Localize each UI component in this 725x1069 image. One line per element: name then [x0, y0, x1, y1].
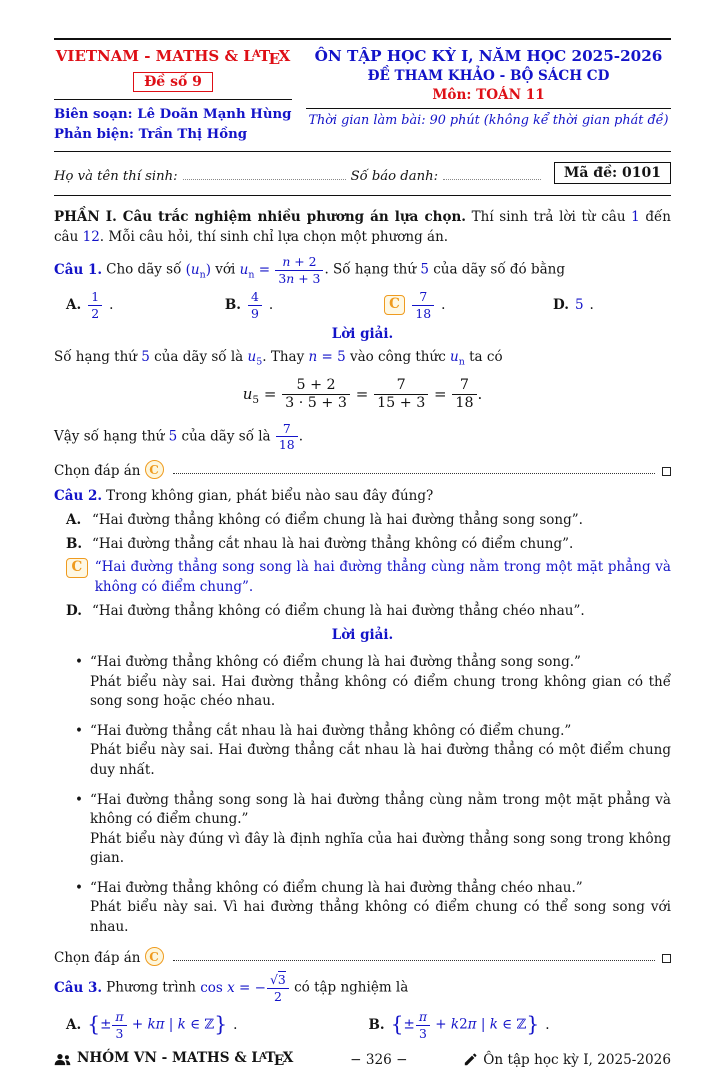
student-info-row	[54, 152, 671, 195]
solution-heading: Lời giải.	[331, 325, 394, 342]
option-b: B. {± $\frac{\pi}{3}$ + k2π | k ∈ ℤ} .	[368, 1009, 550, 1041]
q1-solution-text: Số hạng thứ 5 của dãy số là $u_5$. Thay n = 5 vào công thức $u_n$ ta có	[54, 348, 503, 368]
solution-heading: Lời giải.	[331, 627, 394, 644]
question-2-label: Câu 2.	[54, 488, 103, 505]
de-so-badge: Đề số 9	[133, 72, 213, 92]
option-a: A. {± $\frac{\pi}{3}$ + kπ | k ∈ ℤ} .	[66, 1009, 238, 1041]
fraction: $\frac{√3}{2}$	[267, 973, 289, 1003]
brand-name: VIETNAM - MATHS &	[55, 47, 244, 65]
fraction: $\frac{5 + 2}{3 \cdot 5 + 3}$	[282, 378, 350, 412]
question-1-label: Câu 1.	[54, 261, 103, 278]
header-left-divider	[54, 99, 292, 100]
footer-group-name	[54, 1050, 293, 1069]
option-a: A. $\frac{1}{2}$ .	[66, 289, 114, 321]
q1-conclusion: Vậy số hạng thứ 5 của dãy số là $\frac{7}{18}$ .	[54, 420, 303, 452]
part1-heading: PHẦN I. Câu trắc nghiệm nhiều phương án lựa chọn. Thí sinh trả lời từ câu 1 đến câu 12. Mỗi câu hỏi, thí sinh chỉ lựa chọn một phương án.	[54, 209, 671, 245]
math-un-sequence: $(u_n)$	[185, 261, 211, 281]
fraction: $\frac{\pi}{3}$	[112, 1010, 126, 1040]
math-solution-set: {± $\frac{\pi}{3}$ + k2π | k ∈ ℤ}	[390, 1009, 540, 1041]
qed-square	[662, 467, 671, 476]
header-right	[306, 47, 671, 145]
qed-square	[662, 954, 671, 963]
math-solution-set: {± $\frac{\pi}{3}$ + kπ | k ∈ ℤ}	[87, 1009, 228, 1041]
list-item: • “Hai đường thẳng cắt nhau là hai đường thẳng không có điểm chung.” Phát biểu này sai. Hai đường thẳng cắt nhau là hai đường thẳng có một điểm chung duy nhất.	[54, 722, 671, 781]
question-3-options	[54, 1010, 671, 1040]
people-icon	[54, 1053, 71, 1066]
footer-doc-label: Ôn tập học kỳ I, 2025-2026	[483, 1051, 671, 1068]
time-note: Thời gian làm bài: 90 phút (không kể thời gian phát đề)	[308, 113, 669, 128]
display-equation: $u_5$ = $\frac{5 + 2}{3 \cdot 5 + 3}$ = $\frac{7}{15 + 3}$ = $\frac{7}{18}$ .	[242, 376, 483, 412]
header-left	[54, 47, 292, 145]
option-a: A. “Hai đường thẳng không có điểm chung là hai đường thẳng song song”.	[66, 512, 583, 529]
question-2: Câu 2. Trong không gian, phát biểu nào sau đây đúng?	[54, 488, 434, 505]
footer	[54, 1042, 671, 1069]
math-cos-equation: cos x = − $\frac{√3}{2}$	[200, 980, 290, 996]
ma-de-box: Mã đề: 0101	[554, 162, 671, 184]
pencil-icon	[464, 1053, 477, 1066]
option-b: B. “Hai đường thẳng cắt nhau là hai đường thẳng không có điểm chung”.	[66, 535, 574, 552]
sbd-label: Số báo danh:	[350, 169, 439, 185]
exam-content	[54, 196, 671, 1042]
fraction: $\frac{n + 2}{3n + 3}$	[275, 255, 323, 285]
option-b: B. $\frac{4}{9}$ .	[224, 289, 274, 321]
dotted-leader	[183, 179, 346, 180]
footer-doc-title	[464, 1052, 671, 1068]
chosen-answer-badge: C	[145, 947, 164, 966]
math-un-formula: $u_n$ = $\frac{n + 2}{3n + 3}$	[240, 262, 325, 278]
latex-logo: $L^ATEX$	[243, 47, 291, 69]
math-u5: $u_5$	[247, 348, 263, 368]
dotted-leader	[173, 473, 655, 474]
list-item: • “Hai đường thẳng không có điểm chung là hai đường thẳng song song.” Phát biểu này sai. Hai đường thẳng không có điểm chung trong không gian có thể song song hoặc chéo nhau.	[54, 653, 671, 712]
name-label: Họ và tên thí sinh:	[54, 169, 178, 185]
question-1-options	[54, 290, 671, 320]
dotted-leader	[173, 960, 655, 961]
fraction: $\frac{4}{9}$	[248, 290, 262, 320]
exam-subject: Môn: TOÁN 11	[432, 87, 545, 103]
correct-answer-box: C	[66, 558, 88, 578]
q2-answer-line: Chọn đáp án C	[54, 947, 671, 966]
chosen-answer-badge: C	[145, 460, 164, 479]
list-item: • “Hai đường thẳng song song là hai đường thẳng cùng nằm trong một mặt phẳng và không có điểm chung.” Phát biểu này đúng vì đây là định nghĩa của hai đường thẳng song song trong không gian.	[54, 791, 671, 869]
question-3-label: Câu 3.	[54, 979, 103, 996]
fraction: $\frac{7}{18}$	[412, 290, 434, 320]
question-3: Câu 3. Phương trình cos x = − $\frac{√3}{2}$ có tập nghiệm là	[54, 972, 409, 1004]
option-d: D. 5 .	[553, 297, 594, 314]
latex-logo: $L^ATEX$	[251, 1050, 294, 1069]
math-n-equals-5: n = 5	[308, 348, 346, 365]
list-item: • “Hai đường thẳng không có điểm chung là hai đường thẳng chéo nhau.” Phát biểu này sai. Vì hai đường thẳng không có điểm chung có thể song song với nhau.	[54, 879, 671, 938]
correct-answer-box: C	[384, 295, 406, 315]
exam-subtitle: ĐỀ THAM KHẢO - BỘ SÁCH CD	[367, 68, 610, 84]
q2-solution-bullets	[54, 653, 671, 937]
exam-title: ÔN TẬP HỌC KỲ I, NĂM HỌC 2025-2026	[314, 47, 663, 65]
fraction: $\frac{7}{18}$	[276, 422, 298, 452]
dotted-leader	[443, 179, 541, 180]
fraction: $\frac{\pi}{3}$	[416, 1010, 430, 1040]
bien-soan: Biên soạn: Lê Doãn Mạnh Hùng	[54, 107, 292, 123]
brand	[56, 47, 290, 68]
option-c-correct: C $\frac{7}{18}$ .	[384, 290, 553, 320]
option-c-correct: C “Hai đường thẳng song song là hai đường thẳng cùng nằm trong một mặt phẳng và không có điểm chung”.	[54, 558, 671, 597]
math-un: $u_n$	[450, 348, 465, 368]
page-number: − 326 −	[350, 1051, 408, 1068]
question-1: Câu 1. Cho dãy số $(u_n)$ với $u_n$ = $\frac{n + 2}{3n + 3}$ . Số hạng thứ 5 của dãy số đó bằng	[54, 254, 565, 286]
fraction: $\frac{1}{2}$	[88, 290, 102, 320]
fraction: $\frac{7}{15 + 3}$	[374, 378, 428, 412]
header-right-divider	[306, 108, 671, 109]
header	[54, 40, 671, 151]
part1-heading-bold: PHẦN I. Câu trắc nghiệm nhiều phương án lựa chọn.	[54, 209, 467, 226]
q1-answer-line: Chọn đáp án C	[54, 460, 671, 479]
footer-group-label: NHÓM VN - MATHS & $L^ATEX$	[77, 1050, 294, 1069]
phan-bien: Phản biện: Trần Thị Hồng	[54, 127, 248, 143]
option-d: D. “Hai đường thẳng không có điểm chung là hai đường thẳng chéo nhau”.	[66, 602, 585, 619]
fraction: $\frac{7}{18}$	[452, 378, 476, 412]
